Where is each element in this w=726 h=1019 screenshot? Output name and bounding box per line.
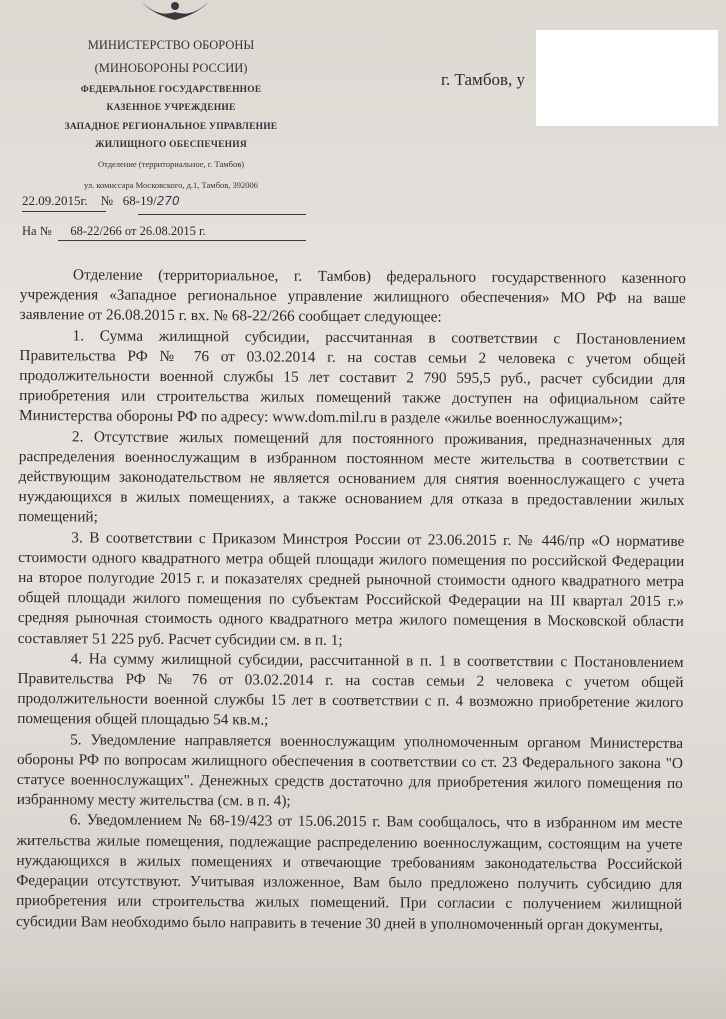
reference-label: На №	[22, 224, 52, 238]
number-underline	[138, 214, 306, 215]
branch-address: ул. комиссара Московского, д.1, Тамбов, 392006	[83, 180, 259, 190]
item-paragraph-2: 2. Отсутствие жилых помещений для постоянного проживания, предназначенных для распределения военнослужащим в избранном постоянном месте жительства в соответствии с действующим законодательством не является основанием для снятия военнослужащего с учета нуждающихся в жилых помещениях, а также основанием для отказа в предоставлении жилых помещений;	[18, 427, 685, 526]
addressee-city: г. Тамбов, у	[441, 70, 525, 89]
institution-line-1: ФЕДЕРАЛЬНОЕ ГОСУДАРСТВЕННОЕ	[80, 85, 262, 95]
item-paragraph-1: 1. Сумма жилищной субсидии, рассчитанная в соответствии с Постановлением Правительства РФ № 76 от 03.02.2014 г. на состав семьи 2 человека с учетом общей продолжительности военной службы 15 лет составит 2 790 595,5 руб., расчет субсидии для приобретения или строительства жилых помещений также доступен на официальном сайте Министерства обороны РФ по адресу: www.dom.mil.ru в разделе «жилье военнослужащим»;	[19, 326, 686, 429]
institution-line-2: КАЗЕННОЕ УЧРЕЖДЕНИЕ	[106, 103, 236, 113]
reference-line	[22, 224, 206, 239]
directorate-line-1: ЗАПАДНОЕ РЕГИОНАЛЬНОЕ УПРАВЛЕНИЕ	[64, 122, 278, 132]
item-paragraph-3: 3. В соответствии с Приказом Минстроя России от 23.06.2015 г. № 446/пр «О нормативе стоимости одного квадратного метра общей площади жилого помещения по российской Федерации на второе полугодие 2015 г. и показателях средней рыночной стоимости одного квадратного метра общей площади жилого помещения по субъектам Российской Федерации на III квартал 2015 г.» средняя рыночная стоимость одного квадратного метра жилого помещения в Московской области составляет 51 225 руб. Расчет субсидии см. в п. 1;	[17, 528, 685, 649]
reference-value: 68-22/266 от 26.08.2015 г.	[70, 224, 206, 238]
redaction-box	[536, 30, 718, 126]
outgoing-date: 22.09.2015г.	[22, 193, 88, 208]
date-underline	[22, 211, 106, 212]
reference-underline	[58, 240, 306, 241]
outgoing-date-number	[22, 193, 180, 209]
paper-shadow	[0, 959, 726, 1019]
outgoing-number: 68-19/	[122, 193, 157, 208]
directorate-line-2: ЖИЛИЩНОГО ОБЕСПЕЧЕНИЯ	[95, 140, 247, 150]
ministry-short-name: (МИНОБОРОНЫ РОССИИ)	[94, 61, 248, 75]
item-paragraph-6: 6. Уведомлением № 68-19/423 от 15.06.2015 г. Вам сообщалось, что в избранном им месте жительства жилые помещения, подлежащие распределению военнослужащим, состоящим на учете нуждающихся в жилых помещениях и отвечающие требованиям законодательства Российской Федерации отсутствуют. Учитывая изложенное, Вам было предложено получить субсидию для приобретения или строительства жилых помещений. При согласии с получением жилищной субсидии Вам необходимо было направить в течение 30 дней в уполномоченный орган документы,	[15, 811, 683, 934]
number-label: №	[100, 193, 114, 208]
item-paragraph-5: 5. Уведомление направляется военнослужащим уполномоченным органом Министерства обороны РФ по вопросам жилищного обеспечения в соответствии со ст. 23 Федерального закона "О статусе военнослужащих". Денежных средств достаточно для приобретения жилого помещения по избранному месту жительства (см. в п. 4);	[16, 730, 684, 810]
ministry-name: МИНИСТЕРСТВО ОБОРОНЫ	[87, 38, 255, 52]
item-paragraph-4: 4. На сумму жилищной субсидии, рассчитанной в п. 1 в соответствии с Постановлением Правительства РФ № 76 от 03.02.2014 г. на состав семьи 2 человека с учетом общей продолжительности военной службы 15 лет в соответствии с п. 4 возможно приобретение жилого помещения общей площадью 54 кв.м.;	[17, 650, 684, 729]
eagle-emblem-icon	[140, 0, 210, 22]
intro-paragraph: Отделение (территориальное, г. Тамбов) федерального государственного казенного учреждения «Западное региональное управление жилищного обеспечения» МО РФ на ваше заявление от 26.08.2015 г. вх. № 68-22/266 сообщает следующее:	[19, 266, 686, 326]
handwritten-number: 270	[156, 194, 180, 208]
letter-body	[16, 265, 686, 936]
branch-name: Отделение (территориальное, г. Тамбов)	[97, 159, 245, 169]
